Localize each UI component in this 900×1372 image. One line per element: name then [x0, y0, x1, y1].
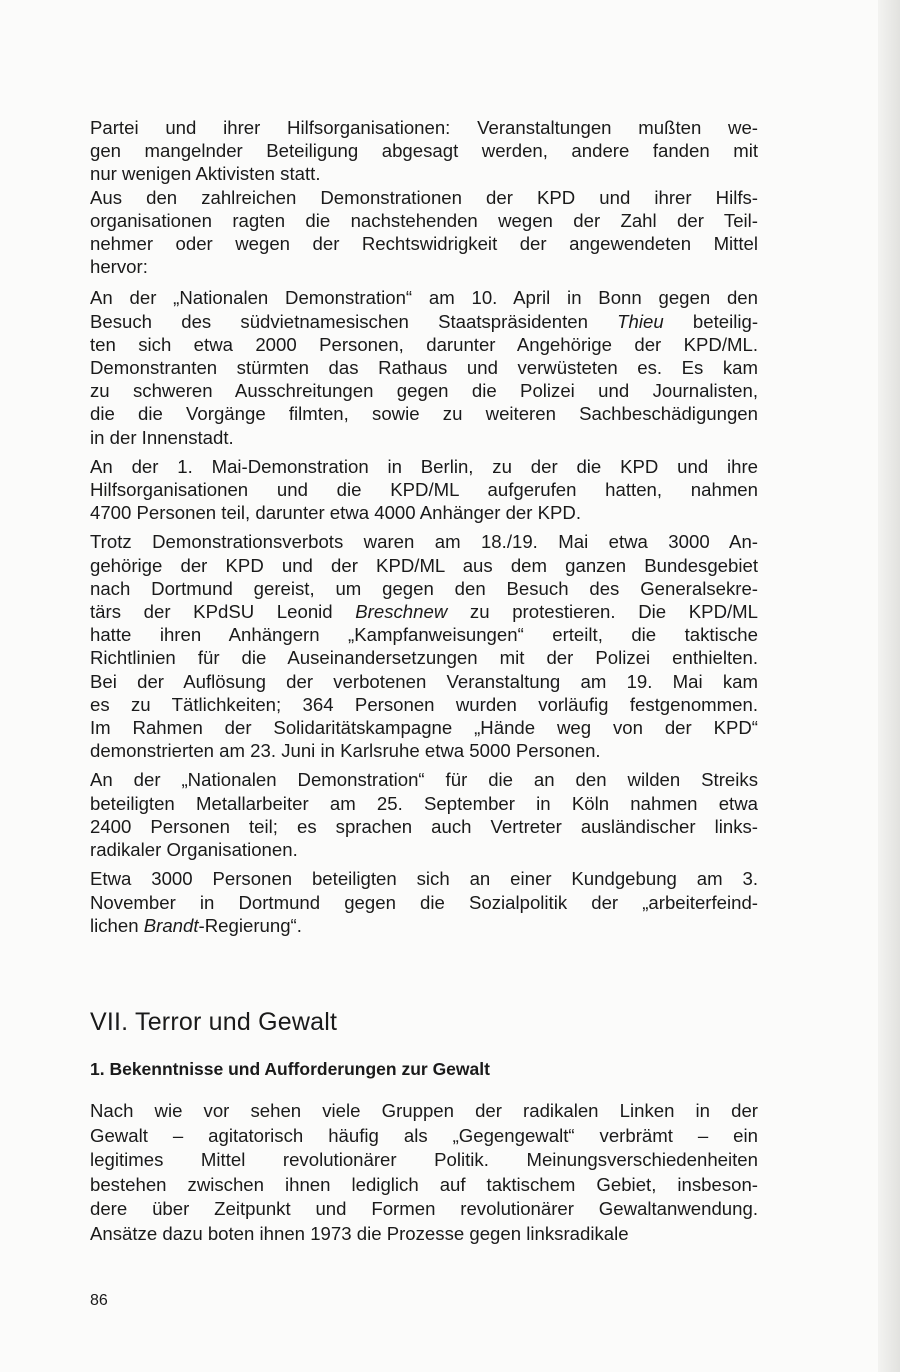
italic-name: Thieu [617, 310, 664, 332]
text-line: dere über Zeitpunkt und Formen revolutionärer Gewaltanwendung. [90, 1198, 758, 1220]
text-line: Trotz Demonstrationsverbots waren am 18./19. Mai etwa 3000 An- [90, 531, 758, 553]
text-line: ten sich etwa 2000 Personen, darunter Angehörige der KPD/ML. [90, 333, 758, 355]
text-line: Ansätze dazu boten ihnen 1973 die Prozesse gegen linksradikale [90, 1222, 629, 1244]
text-line: An der „Nationalen Demonstration“ für die an den wilden Streiks [90, 769, 758, 791]
paragraph-2 [90, 186, 758, 279]
text-line: nehmer oder wegen der Rechtswidrigkeit der angewendeten Mittel [90, 233, 758, 255]
section-heading: 1. Bekenntnisse und Aufforderungen zur Gewalt [90, 1059, 490, 1079]
body-text-section [90, 1099, 758, 1247]
paragraph-5 [90, 530, 758, 762]
text-line: nach Dortmund gereist, um gegen den Besuch des Generalsekre- [90, 577, 758, 599]
text-line: demonstrierten am 23. Juni in Karlsruhe etwa 5000 Personen. [90, 740, 601, 762]
text-line: legitimes Mittel revolutionärer Politik. Meinungsverschiedenheiten [90, 1149, 758, 1171]
text-line: Nach wie vor sehen viele Gruppen der radikalen Linken in der [90, 1100, 758, 1121]
paragraph-6 [90, 768, 758, 861]
text-line: lichen Brandt-Regierung“. [90, 914, 302, 936]
page-number: 86 [90, 1292, 108, 1309]
paragraph-1 [90, 116, 758, 186]
text-line: Demonstranten stürmten das Rathaus und verwüsteten es. Es kam [90, 357, 758, 379]
text-line: Hilfsorganisationen und die KPD/ML aufgerufen hatten, nahmen [90, 479, 758, 501]
section-paragraph [90, 1099, 758, 1247]
text-line: Im Rahmen der Solidaritätskampagne „Hände weg von der KPD“ [90, 717, 758, 739]
text-line: beteiligten Metallarbeiter am 25. September in Köln nahmen etwa [90, 792, 758, 814]
text-line: Richtlinien für die Auseinandersetzungen mit der Polizei enthielten. [90, 647, 758, 669]
text-line: hervor: [90, 256, 148, 278]
italic-name: Breschnew [355, 601, 448, 623]
text-line: Gewalt – agitatorisch häufig als „Gegengewalt“ verbrämt – ein [90, 1124, 758, 1146]
text-line: November in Dortmund gegen die Sozialpolitik der „arbeiterfeind- [90, 891, 758, 913]
text-line: organisationen ragten die nachstehenden wegen der Zahl der Teil- [90, 209, 758, 231]
text-line: gen mangelnder Beteiligung abgesagt werden, andere fanden mit [90, 140, 758, 162]
text-line: Besuch des südvietnamesischen Staatspräsidenten Thieu beteilig- [90, 310, 759, 332]
text-line: bestehen zwischen ihnen lediglich auf taktischem Gebiet, insbeson- [90, 1173, 758, 1195]
paragraph-3 [90, 286, 758, 448]
paragraph-7 [90, 867, 758, 937]
text-line: die die Vorgänge filmten, sowie zu weiteren Sachbeschädigungen [90, 403, 758, 425]
body-text-top [90, 116, 758, 937]
text-line: An der 1. Mai-Demonstration in Berlin, zu der die KPD und ihre [90, 455, 758, 477]
text-line: radikaler Organisationen. [90, 839, 298, 861]
paragraph-4 [90, 455, 758, 525]
text-line: Aus den zahlreichen Demonstrationen der KPD und ihrer Hilfs- [90, 186, 758, 208]
chapter-heading: VII. Terror und Gewalt [90, 1008, 338, 1036]
text-line: nur wenigen Aktivisten statt. [90, 163, 321, 185]
text-line: 4700 Personen teil, darunter etwa 4000 Anhänger der KPD. [90, 502, 581, 524]
text-line: zu schweren Ausschreitungen gegen die Polizei und Journalisten, [90, 380, 758, 402]
text-line: gehörige der KPD und der KPD/ML aus dem ganzen Bundesgebiet [90, 554, 758, 576]
text-line: tärs der KPdSU Leonid Breschnew zu protestieren. Die KPD/ML [90, 601, 758, 623]
text-line: Partei und ihrer Hilfsorganisationen: Veranstaltungen mußten we- [90, 117, 758, 138]
text-line: Etwa 3000 Personen beteiligten sich an einer Kundgebung am 3. [90, 868, 758, 890]
text-line: in der Innenstadt. [90, 426, 234, 448]
text-line: Bei der Auflösung der verbotenen Veranstaltung am 19. Mai kam [90, 670, 758, 692]
text-line: An der „Nationalen Demonstration“ am 10. April in Bonn gegen den [90, 287, 758, 309]
italic-name: Brandt [143, 914, 199, 936]
text-line: es zu Tätlichkeiten; 364 Personen wurden vorläufig festgenommen. [90, 693, 758, 715]
text-line: 2400 Personen teil; es sprachen auch Vertreter ausländischer links- [90, 815, 758, 837]
text-line: hatte ihren Anhängern „Kampfanweisungen“ erteilt, die taktische [90, 624, 758, 646]
